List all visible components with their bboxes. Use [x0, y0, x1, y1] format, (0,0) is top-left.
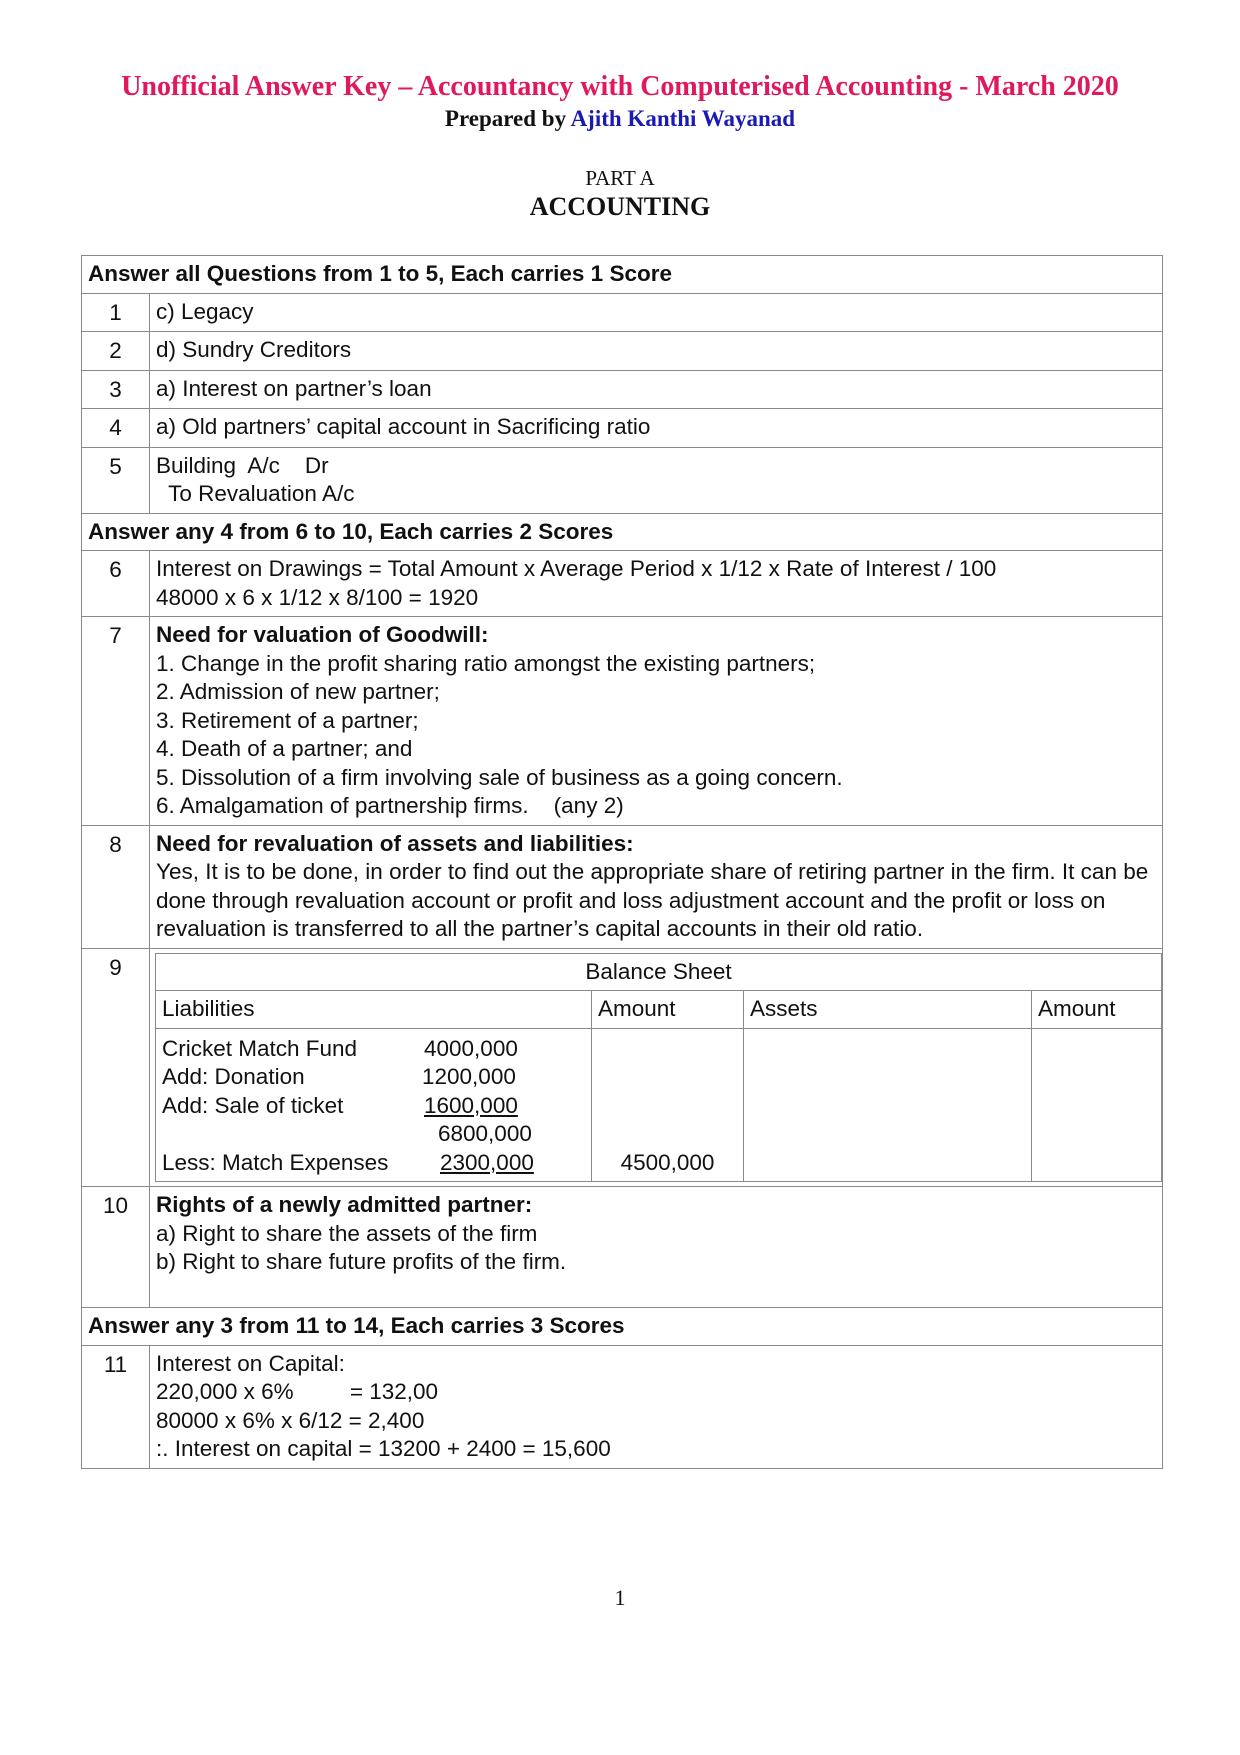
question-number: 1 — [82, 293, 150, 332]
column-header-amount: Amount — [592, 991, 744, 1029]
liability-label: Add: Sale of ticket — [162, 1092, 344, 1118]
list-item: 4. Death of a partner; and — [156, 736, 413, 761]
liability-value: 2300,000 — [440, 1149, 534, 1175]
question-row — [82, 332, 1163, 371]
question-row — [82, 948, 1163, 1187]
question-row — [82, 1187, 1163, 1308]
question-row — [82, 551, 1163, 617]
question-row — [82, 825, 1163, 948]
prepared-by-label: Prepared by — [444, 106, 567, 131]
group-header: Answer any 3 from 11 to 14, Each carries 3 Scores — [82, 1308, 1163, 1346]
answer-table — [81, 255, 1163, 1469]
liability-line — [162, 1063, 585, 1092]
question-number: 3 — [82, 370, 150, 409]
section-heading: ACCOUNTING — [529, 192, 711, 221]
amount-cell — [1032, 1028, 1162, 1182]
question-number: 7 — [82, 617, 150, 826]
answer-line: 80000 x 6% x 6/12 = 2,400 — [156, 1407, 425, 1433]
question-number: 4 — [82, 409, 150, 448]
liability-amount: 4500,000 — [620, 1149, 715, 1175]
journal-credit-line: To Revaluation A/c — [156, 481, 355, 506]
answer-heading: Need for revaluation of assets and liabilities: — [156, 830, 634, 856]
question-row — [82, 293, 1163, 332]
prepared-by-line — [0, 105, 1240, 133]
column-header-assets: Assets — [744, 991, 1032, 1029]
question-number: 2 — [82, 332, 150, 371]
author-name: Ajith Kanthi Wayanad — [570, 106, 796, 131]
answer-heading: Rights of a newly admitted partner: — [156, 1192, 533, 1217]
formula-line: Interest on Drawings = Total Amount x Average Period x 1/12 x Rate of Interest / 100 — [156, 556, 997, 581]
group-header: Answer all Questions from 1 to 5, Each carries 1 Score — [82, 256, 1163, 294]
liability-subtotal: 6800,000 — [438, 1121, 532, 1146]
group-header-row — [82, 513, 1163, 551]
answer-line: b) Right to share future profits of the firm. — [156, 1249, 567, 1274]
liability-line — [162, 1092, 585, 1121]
question-number: 5 — [82, 447, 150, 513]
question-row — [82, 447, 1163, 513]
amount-cell — [592, 1028, 744, 1182]
answer-heading: Need for valuation of Goodwill: — [156, 622, 489, 647]
balance-sheet — [155, 953, 1162, 1183]
question-answer: a) Old partners’ capital account in Sacrificing ratio — [150, 409, 1163, 448]
list-item: 1. Change in the profit sharing ratio amongst the existing partners; — [156, 650, 816, 676]
liability-value: 1600,000 — [424, 1092, 518, 1118]
liability-value: 4000,000 — [424, 1035, 518, 1061]
question-row — [82, 617, 1163, 826]
liability-label: Add: Donation — [162, 1064, 305, 1089]
question-number: 6 — [82, 551, 150, 617]
question-row — [82, 370, 1163, 409]
part-heading: PART A — [585, 166, 655, 190]
question-answer: a) Interest on partner’s loan — [150, 370, 1163, 409]
question-answer — [150, 617, 1163, 826]
list-item: 3. Retirement of a partner; — [156, 707, 419, 733]
question-answer: c) Legacy — [150, 293, 1163, 332]
liability-label: Less: Match Expenses — [162, 1149, 389, 1175]
group-header: Answer any 4 from 6 to 10, Each carries 2 Scores — [82, 513, 1163, 551]
journal-debit-line: Building A/c Dr — [156, 452, 329, 478]
liabilities-cell — [156, 1028, 592, 1182]
answer-line: a) Right to share the assets of the firm — [156, 1220, 538, 1246]
answer-line: :. Interest on capital = 13200 + 2400 = 15,600 — [156, 1436, 611, 1461]
question-answer — [150, 825, 1163, 948]
question-answer — [150, 447, 1163, 513]
list-item: 5. Dissolution of a firm involving sale of business as a going concern. — [156, 764, 843, 790]
group-header-row — [82, 1308, 1163, 1346]
question-number: 8 — [82, 825, 150, 948]
liability-line — [162, 1120, 585, 1149]
page-number: 1 — [614, 1585, 626, 1610]
question-number: 10 — [82, 1187, 150, 1308]
liability-line — [162, 1035, 585, 1064]
question-answer — [150, 551, 1163, 617]
liability-value: 1200,000 — [422, 1064, 516, 1089]
balance-sheet-title: Balance Sheet — [156, 953, 1162, 991]
question-number: 11 — [82, 1345, 150, 1468]
column-header-liabilities: Liabilities — [156, 991, 592, 1029]
calculation-line: 48000 x 6 x 1/12 x 8/100 = 1920 — [156, 584, 479, 610]
answer-paragraph: Yes, It is to be done, in order to find out the appropriate share of retiring partner in the firm. It can be done through revaluation account or profit and loss adjustment account and the profit or loss on revaluation is transferred to all the partner’s capital accounts in their old ratio. — [156, 859, 1149, 941]
question-answer — [150, 1187, 1163, 1308]
document-title: Unofficial Answer Key – Accountancy with Computerised Accounting - March 2020 — [121, 71, 1119, 102]
list-item: 2. Admission of new partner; — [156, 679, 440, 704]
answer-line: Interest on Capital: — [156, 1350, 345, 1376]
question-row — [82, 409, 1163, 448]
question-number: 9 — [82, 948, 150, 1187]
question-answer — [150, 948, 1163, 1187]
question-answer — [150, 1345, 1163, 1468]
question-answer: d) Sundry Creditors — [150, 332, 1163, 371]
answer-line: 220,000 x 6% = 132,00 — [156, 1379, 439, 1404]
assets-cell — [744, 1028, 1032, 1182]
question-row — [82, 1345, 1163, 1468]
liability-label: Cricket Match Fund — [162, 1035, 358, 1061]
column-header-amount: Amount — [1032, 991, 1162, 1029]
liability-line — [162, 1149, 585, 1178]
list-item: 6. Amalgamation of partnership firms. (any 2) — [156, 793, 624, 818]
group-header-row — [82, 256, 1163, 294]
